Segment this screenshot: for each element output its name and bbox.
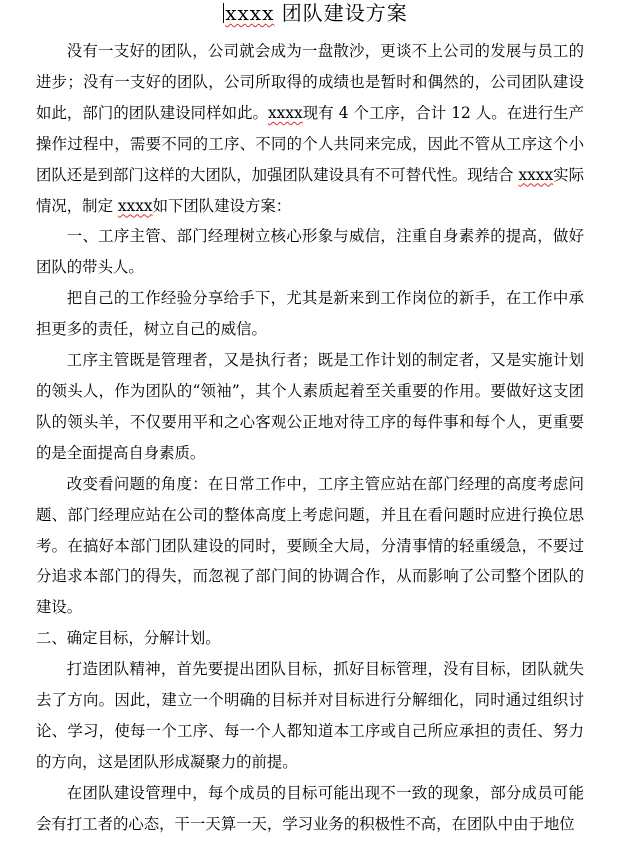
paragraph-text: 如下团队建设方案： (152, 196, 292, 215)
section-heading-2 (36, 623, 584, 654)
paragraph (36, 283, 584, 345)
paragraph (36, 345, 584, 469)
document-body (36, 36, 584, 840)
paragraph-intro (36, 36, 584, 221)
paragraph-text: 二、确定目标，分解计划。 (36, 629, 221, 648)
paragraph-text: 在团队建设管理中，每个成员的目标可能出现不一致的现象，部分成员可能会有打工者的心态，干一天算一天，学习业务的积极性不高，在团队中由于地位 (36, 783, 584, 833)
paragraph-text: 现有 4 个工序，合计 12 人。在进行生产操作过程中，需要不同的工序、不同的个人共同来完成，因此不管从工序这个小团队还是到部门这样的大团队，加强团队建设具有不可替代性。现结合 (36, 103, 584, 184)
paragraph (36, 654, 584, 778)
section-heading-1 (36, 221, 584, 283)
paragraph (36, 469, 584, 624)
placeholder-text: xxxx (518, 165, 554, 184)
paragraph-text: 实际情况，制定 (36, 165, 584, 215)
title-text: 团队建设方案 (274, 1, 408, 25)
paragraph-text: 改变看问题的角度：在日常工作中，工序主管应站在部门经理的高度考虑问题、部门经理应站在公司的整体高度上考虑问题，并且在看问题时应进行换位思考。在搞好本部门团队建设的同时，要顾全大局，分清事情的轻重缓急，不要过分追求本部门的得失，而忽视了部门间的协调合作，从而影响了公司整个团队的建设。 (36, 474, 584, 617)
title-placeholder: xxxx (225, 1, 275, 25)
document-title (0, 0, 631, 28)
placeholder-text: xxxx (117, 196, 153, 215)
paragraph-text: 工序主管既是管理者，又是执行者；既是工作计划的制定者，又是实施计划的领头人，作为团队的“领袖”，其个人素质起着至关重要的作用。要做好这支团队的领头羊，不仅要用平和之心客观公正地对待工序的每件事和每个人，更重要的是全面提高自身素质。 (36, 351, 584, 462)
paragraph-text: 打造团队精神，首先要提出团队目标，抓好目标管理，没有目标，团队就失去了方向。因此，建立一个明确的目标并对目标进行分解细化，同时通过组织讨论、学习，使每一个工序、每一个人都知道本工序或自己所应承担的责任、努力的方向，这是团队形成凝聚力的前提。 (36, 660, 584, 771)
paragraph (36, 778, 584, 840)
paragraph-text: 没有一支好的团队，公司就会成为一盘散沙，更谈不上公司的发展与员工的进步；没有一支好的团队，公司所取得的成绩也是暂时和偶然的，公司团队建设如此，部门的团队建设同样如此。 (36, 42, 584, 122)
placeholder-text: xxxx (268, 103, 303, 122)
paragraph-text: 把自己的工作经验分享给手下，尤其是新来到工作岗位的新手，在工作中承担更多的责任，树立自己的威信。 (36, 289, 584, 339)
paragraph-text: 一、工序主管、部门经理树立核心形象与威信，注重自身素养的提高，做好团队的带头人。 (36, 227, 584, 277)
